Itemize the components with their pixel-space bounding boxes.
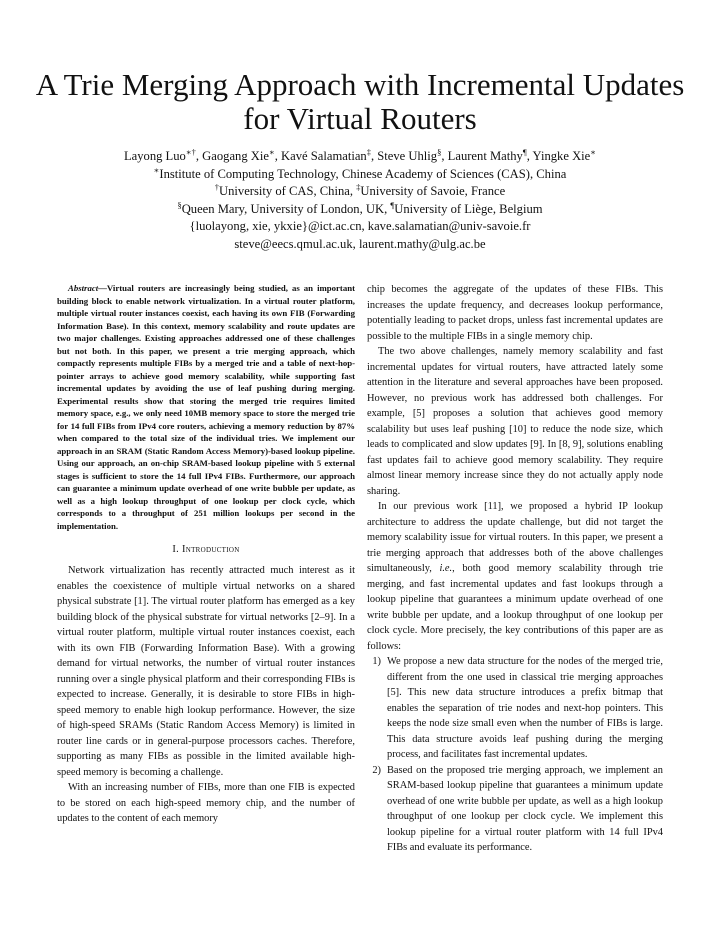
contribution-list	[367, 654, 663, 856]
author-mark: ¶	[522, 146, 527, 157]
paragraph-text: In our previous work [11], we proposed a hybrid IP lookup architecture to address the update challenge, but did not target the memory scalability issue for virtual routers. In this paper, we present a trie merging approach that addresses both of the above challenges simultaneously,	[367, 501, 663, 574]
author-mark: ∗†	[185, 146, 196, 157]
affiliation-text: University of CAS, China,	[219, 184, 357, 198]
emphasis-ie: i.e.	[439, 563, 453, 574]
list-number: 1)	[372, 656, 381, 667]
author-name: Yingke Xie	[532, 149, 591, 163]
paragraph: chip becomes the aggregate of the updates of these FIBs. This increases the update frequency, and decreases lookup performance, potentially leading to packet drops, unless fast incremental updates are possible to the multiple FIBs in a single memory chip.	[367, 284, 663, 342]
abstract-dash: —	[98, 283, 107, 293]
affiliation-mark: †	[214, 181, 220, 192]
author-list: Layong Luo∗†, Gaogang Xie∗, Kavé Salamatian‡, Steve Uhlig§, Laurent Mathy¶, Yingke Xie∗	[123, 146, 597, 163]
affiliation-line	[0, 201, 720, 219]
paragraph: With an increasing number of FIBs, more than one FIB is expected to be stored on each high-speed memory chip, and the number of updates to the content of each memory	[57, 782, 355, 824]
paper-title	[0, 68, 720, 136]
author-mark: §	[437, 146, 442, 157]
paragraph	[367, 499, 663, 654]
email-line: {luolayong, xie, ykxie}@ict.ac.cn, kave.salamatian@univ-savoie.fr	[189, 219, 531, 233]
affiliation-text: Queen Mary, University of London, UK,	[181, 201, 391, 216]
paragraph: The two above challenges, namely memory scalability and fast incremental updates for virtual routers, have attracted lately some attention in the literature and several approaches have been proposed. However, no previous work has addressed both challenges. For example, [5] proposes a solution that achieves good memory scalability but uses leaf pushing [10] to reduce the node size, which leads to complicated and slow updates [9]. In [8, 9], solutions enabling fast updates fail to achieve good memory scalability. They require almost linear memory increase since they do not actually apply node sharing.	[367, 346, 663, 497]
paragraph: Network virtualization has recently attracted much interest as it enables the coexistence of multiple virtual networks on a shared physical substrate [1]. The virtual router platform has emerged as a key building block of the physical substrate for virtual networks [2–9]. In a virtual router platform, multiple virtual router instances coexist, each with its own FIB (Forwarding Information Base). With a growing demand for virtual networks, the number of virtual router instances running over a single physical platform and their corresponding FIBs is expected to increase. Generally, it is desirable to store FIBs in high-speed memory to enable high lookup performance. However, the size of high-speed SRAMs (Static Random Access Memory) is limited in router line cards or in general-purpose processors caches. Therefore, supporting as many FIBs as possible in the limited available high-speed memory is becoming a challenge.	[57, 565, 355, 778]
list-item	[367, 763, 663, 856]
affiliation-mark: ‡	[356, 181, 361, 192]
abstract	[57, 282, 355, 532]
affiliation-text: Institute of Computing Technology, Chinese Academy of Sciences (CAS), China	[159, 166, 567, 181]
left-column	[57, 282, 355, 827]
list-text: Based on the proposed trie merging approach, we implement an SRAM-based lookup pipeline that guarantees a minimum update overhead of one write bubble per update, as well as a high lookup throughput of one lookup per clock cycle. We implement this lookup pipeline for a virtual router platform with 14 full IPv4 FIBs and evaluate its performance.	[387, 764, 663, 853]
affiliation-line	[0, 166, 720, 184]
right-column	[367, 282, 663, 856]
list-text: We propose a new data structure for the nodes of the merged trie, different from the one used in classical trie merging approaches [5]. This new data structure introduces a prefix bitmap that enables the separation of trie nodes and next-hop pointers. This keeps the node size small even when the number of FIBs is large. This data structure avoids leaf pushing during the merging process, and facilitates fast incremental updates.	[387, 656, 663, 760]
author-mark: ∗	[268, 146, 275, 157]
abstract-text: Virtual routers are increasingly being studied, as an important building block to enable network virtualization. In a virtual router platform, multiple virtual router instances coexist, each having its own FIB (Forwarding Information Base). In this context, memory scalability and route updates are two major challenges. Existing approaches addressed one of these challenges but not both. In this paper, we present a trie merging approach, which compactly represents multiple FIBs by a merged trie and a table of next-hop-pointer arrays to achieve good memory scalability, while supporting fast incremental updates by avoiding the use of leaf pushing during merging. Experimental results show that storing the merged trie requires limited memory space, e.g., we only need 10MB memory space to store the merged trie for 14 full FIBs from IPv4 core routers, achieving a memory reduction by 87% when compared to the total size of the individual tries. We implement our approach in an SRAM (Static Random Access Memory)-based lookup pipeline. Using our approach, an on-chip SRAM-based lookup pipeline with 5 external stages is sufficient to store the 14 full IPv4 FIBs. Furthermore, our approach can guarantee a minimum update overhead of one write bubble per update, as well as a high lookup throughput of one lookup per clock cycle, which corresponds to a throughput of 251 million lookups per second in the implementation.	[57, 283, 355, 531]
affiliation-text: University of Liège, Belgium	[394, 201, 543, 216]
author-name: Gaogang Xie	[202, 149, 269, 163]
list-item	[367, 654, 663, 763]
affiliation-mark: ∗	[153, 164, 160, 175]
section-number: I.	[172, 544, 180, 555]
affiliation-line	[0, 183, 720, 201]
affiliation-text: University of Savoie, France	[360, 184, 506, 198]
author-mark: ‡	[366, 146, 371, 157]
affiliation-mark: §	[177, 199, 182, 210]
abstract-label: Abstract	[68, 283, 99, 293]
paragraph-text: , both good memory scalability through trie merging, and fast incremental updates and fast lookups through a lookup pipeline that guarantees a minimum update overhead of one write bubble per update, and a lookup throughput of one lookup per clock cycle. More precisely, the key contributions of this paper are as follows:	[367, 563, 663, 652]
title-line-2: for Virtual Routers	[243, 101, 477, 136]
list-number: 2)	[372, 764, 381, 776]
title-line-1: A Trie Merging Approach with Incremental Updates	[35, 67, 685, 102]
author-mark: ∗	[590, 146, 597, 157]
email-line: steve@eecs.qmul.ac.uk, laurent.mathy@ulg.ac.be	[234, 236, 486, 251]
author-name: Steve Uhlig	[377, 149, 438, 163]
section-heading	[57, 542, 355, 557]
section-title: Introduction	[181, 544, 240, 555]
affiliation-mark: ¶	[390, 199, 395, 210]
author-name: Layong Luo	[123, 149, 186, 163]
author-name: Laurent Mathy	[447, 149, 523, 163]
author-block	[0, 148, 720, 253]
author-name: Kavé Salamatian	[281, 149, 367, 163]
